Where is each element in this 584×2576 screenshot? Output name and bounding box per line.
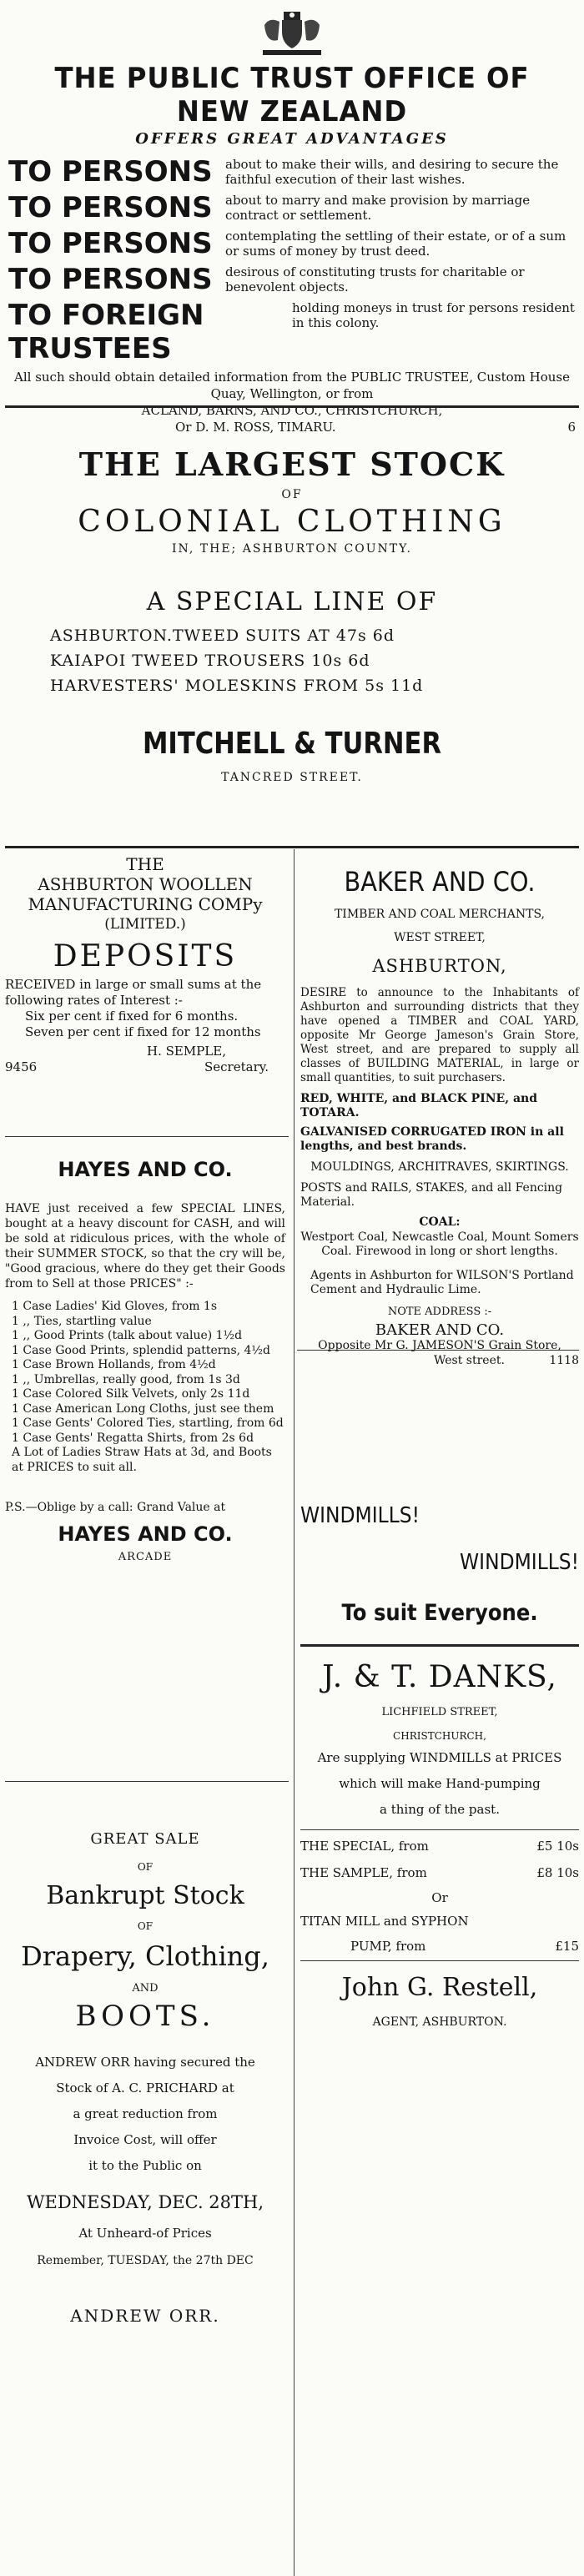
- agent-role: AGENT, ASHBURTON.: [372, 2015, 507, 2029]
- city: CHRISTCHURCH,: [393, 1730, 486, 1742]
- body-line: ANDREW ORR having secured the: [35, 2055, 255, 2070]
- reminder: Remember, TUESDAY, the 27th DEC: [37, 2254, 254, 2267]
- hayes-advert: [5, 1145, 285, 1563]
- sale-prices: At Unheard-of Prices: [78, 2226, 212, 2241]
- windmills-body: [300, 1745, 579, 1823]
- list-item: A Lot of Ladies Straw Hats at 3d, and Boots at PRICES to suit all.: [12, 1446, 272, 1474]
- agents-line: Agents in Ashburton for WILSON'S Portland Cement and Hydraulic Lime.: [310, 1269, 574, 1296]
- divider: [5, 846, 579, 848]
- sale-date: WEDNESDAY, DEC. 28TH,: [26, 2192, 264, 2212]
- windmills-heading: WINDMILLS!: [460, 1550, 579, 1575]
- price-label: PUMP, from: [350, 1939, 426, 1954]
- list-item: 1 Case American Long Cloths, just see them: [12, 1401, 274, 1416]
- list-item-text: holding moneys in trust for persons resident in this colony.: [292, 300, 575, 330]
- address: LICHFIELD STREET,: [381, 1706, 498, 1718]
- baker-body: DESIRE to announce to the Inhabitants of Ashburton and surrounding districts that they have opened a TIMBER and COAL YARD, opposite Mr George Jameson's Grain Store, West street, and are prepared to supply all classes of BUILDING MATERIAL, in large or small quantities, to suit purchasers.: [300, 986, 579, 1084]
- rate-line: Six per cent if fixed for 6 months.: [25, 1009, 239, 1024]
- address: ARCADE: [118, 1551, 173, 1563]
- signer: ANDREW ORR.: [70, 2306, 220, 2326]
- deposits-heading: DEPOSITS: [53, 939, 238, 974]
- list-item: 1 Case Good Prints, splendid patterns, 4½d: [12, 1343, 270, 1357]
- price-label: THE SPECIAL, from: [300, 1839, 429, 1854]
- windmills-heading: WINDMILLS!: [300, 1503, 420, 1528]
- signer-role: Secretary.: [204, 1059, 269, 1074]
- public-trust-list: [8, 155, 576, 365]
- sale-body: [5, 2050, 285, 2179]
- list-item: 1 ,, Ties, startling value: [12, 1314, 152, 1328]
- tagline: To suit Everyone.: [341, 1600, 538, 1626]
- coal-line: Westport Coal, Newcastle Coal, Mount Somers Coal. Firewood in long or short lengths.: [300, 1230, 579, 1258]
- list-item-heading: TO PERSONS: [8, 227, 213, 260]
- divider: [300, 1644, 579, 1647]
- price-value: £15: [555, 1939, 579, 1954]
- firm-name: BAKER AND CO.: [375, 1321, 505, 1339]
- firm-name: MITCHELL & TURNER: [142, 727, 442, 761]
- divider: [300, 1829, 579, 1830]
- company-status: (LIMITED.): [104, 916, 186, 933]
- sale-heading: GREAT SALE: [90, 1830, 200, 1848]
- firm-name: HAYES AND CO.: [58, 1158, 233, 1181]
- list-item: [8, 227, 576, 263]
- body-line: a thing of the past.: [380, 1802, 500, 1817]
- list-item: 1 ,, Umbrellas, really good, from 1s 3d: [12, 1372, 240, 1386]
- list-item-text: desirous of constituting trusts for charitable or benevolent objects.: [225, 264, 525, 294]
- advert-number: 1118: [549, 1354, 579, 1367]
- footer-line: Or D. M. ROSS, TIMARU.: [175, 420, 336, 435]
- signer: H. SEMPLE,: [147, 1044, 226, 1059]
- items-list: [5, 1300, 285, 1475]
- firm-name: BAKER AND CO.: [344, 866, 536, 898]
- divider: [5, 1781, 289, 1782]
- list-item: [8, 299, 576, 365]
- royal-coat-of-arms-icon: [256, 8, 328, 58]
- headline: COLONIAL CLOTHING: [78, 505, 506, 539]
- list-item: 1 Case Ladies' Kid Gloves, from 1s: [12, 1300, 218, 1313]
- connector: OF: [281, 488, 303, 501]
- address: TANCRED STREET.: [221, 771, 363, 784]
- product-line: MOULDINGS, ARCHITRAVES, SKIRTINGS.: [310, 1160, 569, 1174]
- list-item: 1 Case Gents' Colored Ties, startling, from 6d: [12, 1416, 284, 1430]
- list-item: 1 Case Brown Hollands, from 4½d: [12, 1358, 216, 1371]
- headline: THE LARGEST STOCK: [78, 445, 506, 483]
- price-value: £5 10s: [536, 1839, 579, 1854]
- company-name: ASHBURTON WOOLLEN: [38, 874, 253, 894]
- list-item: [8, 263, 576, 299]
- list-item-heading: TO PERSONS: [8, 263, 213, 296]
- note-address: NOTE ADDRESS :-: [387, 1306, 492, 1318]
- list-item-text: contemplating the settling of their estate, or of a sum or sums of money by trust deed.: [225, 229, 566, 259]
- firm-name: J. & T. DANKS,: [322, 1660, 557, 1694]
- sale-heading: Bankrupt Stock: [46, 1881, 244, 1910]
- price-value: £8 10s: [536, 1865, 579, 1880]
- column-rule: [294, 849, 295, 2576]
- list-item: 1 Case Gents' Regatta Shirts, from 2s 6d: [12, 1431, 254, 1445]
- divider: [300, 1960, 579, 1961]
- footer-line: All such should obtain detailed information from the PUBLIC TRUSTEE, Custom House Quay, Wellington, or from: [14, 370, 570, 401]
- rate-line: Seven per cent if fixed for 12 months: [25, 1024, 261, 1039]
- list-item-heading: TO PERSONS: [8, 155, 213, 189]
- firm-name: HAYES AND CO.: [58, 1522, 233, 1546]
- address: WEST STREET,: [394, 931, 486, 944]
- body-line: Invoice Cost, will offer: [73, 2132, 217, 2147]
- town: ASHBURTON,: [372, 956, 507, 976]
- price-label: TITAN MILL and SYPHON: [300, 1914, 469, 1929]
- list-item-heading: TO PERSONS: [8, 191, 213, 224]
- public-trust-subtitle: OFFERS GREAT ADVANTAGES: [135, 130, 449, 148]
- body-line: which will make Hand-pumping: [339, 1776, 541, 1791]
- body-line: a great reduction from: [73, 2106, 218, 2121]
- connector: OF: [137, 1861, 154, 1873]
- deposits-body: RECEIVED in large or small sums at the following rates of Interest :-: [5, 977, 262, 1008]
- list-item: ASHBURTON.TWEED SUITS AT 47s 6d: [50, 626, 395, 645]
- footer-line: ACLAND, BARNS, AND CO., CHRISTCHURCH,: [141, 403, 443, 418]
- location: IN, THE; ASHBURTON COUNTY.: [172, 542, 412, 556]
- advert-number: 6: [567, 420, 576, 435]
- public-trust-advert: [0, 0, 584, 435]
- price-label: THE SAMPLE, from: [300, 1865, 427, 1880]
- advert-number: 9456: [5, 1059, 38, 1074]
- firm-trade: TIMBER AND COAL MERCHANTS,: [334, 908, 546, 921]
- sale-heading: Drapery, Clothing,: [21, 1940, 269, 1972]
- product-line: POSTS and RAILS, STAKES, and all Fencing Material.: [300, 1181, 563, 1209]
- list-item: [8, 191, 576, 227]
- body-line: it to the Public on: [88, 2158, 202, 2173]
- product-line: RED, WHITE, and BLACK PINE, and TOTARA.: [300, 1092, 537, 1119]
- address: West street.: [434, 1354, 505, 1367]
- special-heading: A SPECIAL LINE OF: [146, 587, 438, 616]
- items-list: [0, 623, 584, 698]
- list-item: 1 Case Colored Silk Velvets, only 2s 11d: [12, 1387, 250, 1401]
- list-item-text: about to marry and make provision by marriage contract or settlement.: [225, 193, 531, 223]
- baker-advert: [300, 859, 579, 1369]
- address: Opposite Mr G. JAMESON'S Grain Store,: [318, 1339, 561, 1352]
- body-line: Stock of A. C. PRICHARD at: [56, 2080, 234, 2096]
- agent-name: John G. Restell,: [341, 1973, 538, 2002]
- company-name: THE: [126, 854, 164, 874]
- list-item-heading: TO FOREIGN TRUSTEES: [8, 299, 204, 365]
- connector: AND: [132, 1982, 159, 1995]
- public-trust-title: THE PUBLIC TRUST OFFICE OF NEW ZEALAND: [54, 62, 530, 128]
- hayes-intro: HAVE just received a few SPECIAL LINES, bought at a heavy discount for CASH, and will be sold at ridiculous prices, with the whole of their SUMMER STOCK, so that the cry will be, "Good gracious, where do they get their Goods from to Sell at those PRICES" :-: [5, 1202, 285, 1291]
- product-line: GALVANISED CORRUGATED IRON in all lengths, and best brands.: [300, 1125, 564, 1153]
- sale-heading: BOOTS.: [75, 2000, 215, 2033]
- list-item: KAIAPOI TWEED TROUSERS 10s 6d: [50, 652, 370, 670]
- company-name: MANUFACTURING COMPy: [28, 894, 263, 914]
- body-line: Are supplying WINDMILLS at PRICES: [317, 1750, 562, 1765]
- list-item: [8, 155, 576, 191]
- connector: Or: [431, 1890, 448, 1905]
- windmills-advert: [300, 1355, 579, 2029]
- mitchell-turner-advert: [0, 407, 584, 849]
- postscript: P.S.—Oblige by a call: Grand Value at: [5, 1501, 226, 1514]
- connector: OF: [137, 1920, 154, 1932]
- bankrupt-sale-advert: [5, 1794, 285, 2326]
- list-item: 1 ,, Good Prints (talk about value) 1½d: [12, 1329, 243, 1342]
- list-item: HARVESTERS' MOLESKINS FROM 5s 11d: [50, 677, 424, 695]
- divider: [5, 1136, 289, 1137]
- list-item-text: about to make their wills, and desiring to secure the faithful execution of their last wishes.: [225, 157, 559, 187]
- woollen-company-advert: [5, 854, 285, 1075]
- coal-heading: COAL:: [419, 1215, 461, 1229]
- divider: [297, 1350, 579, 1351]
